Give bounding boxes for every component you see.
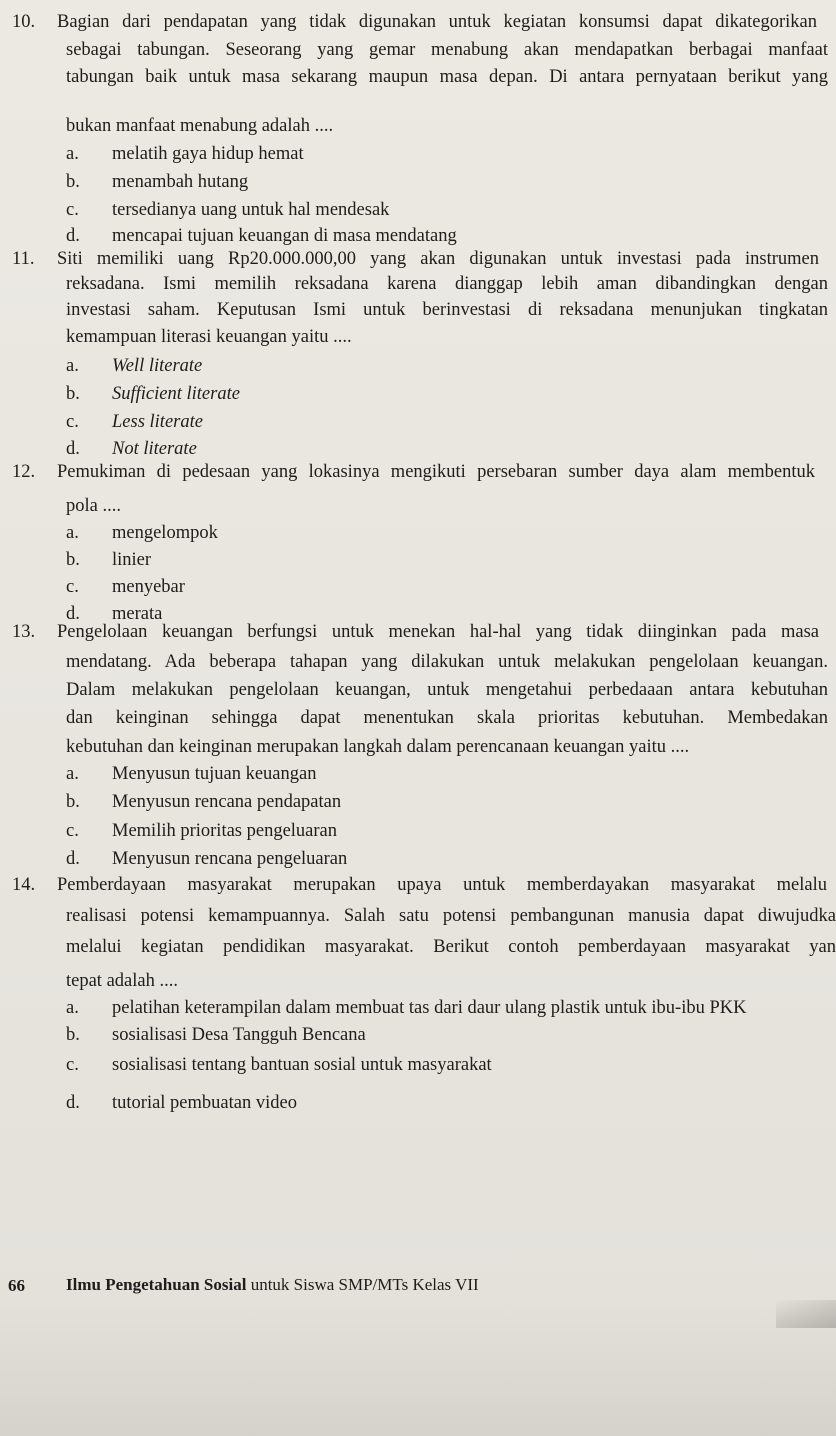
question-13-line-1: 13. Pengelolaan keuangan berfungsi untuk menekan hal-hal yang tidak diinginkan pada masa [12,622,819,642]
question-12-line-2: pola .... [66,496,121,516]
page-shadow [0,1300,836,1436]
question-11-line-1: 11. Siti memiliki uang Rp20.000.000,00 yang akan digunakan untuk investasi pada instrumen [12,249,819,269]
book-title: Ilmu Pengetahuan Sosial untuk Siswa SMP/MTs Kelas VII [66,1275,479,1294]
question-14-line-3: melalui kegiatan pendidikan masyarakat. Berikut contoh pemberdayaan masyarakat yan [66,937,836,957]
question-14-option-d: d. tutorial pembuatan video [66,1093,297,1113]
question-14-option-b: b. sosialisasi Desa Tangguh Bencana [66,1025,366,1045]
question-number: 10. [12,12,36,32]
question-12-option-d: d. merata [66,604,163,624]
question-14-line-4: tepat adalah .... [66,971,178,991]
question-10-option-c: c. tersedianya uang untuk hal mendesak [66,200,390,220]
question-10-line-1: 10. Bagian dari pendapatan yang tidak digunakan untuk kegiatan konsumsi dapat dikategorikan [12,12,817,32]
question-12-option-a: a. mengelompok [66,523,218,543]
question-number: 11. [12,249,35,269]
question-13-line-5: kebutuhan dan keinginan merupakan langkah dalam perencanaan keuangan yaitu .... [66,737,690,757]
question-11-line-4: kemampuan literasi keuangan yaitu .... [66,327,352,347]
question-11-option-d: d. Not literate [66,439,197,459]
question-10-option-b: b. menambah hutang [66,172,249,192]
page-number: 66 [8,1276,25,1295]
question-11-option-c: c. Less literate [66,412,203,432]
question-12-option-c: c. menyebar [66,577,185,597]
question-13-line-4: dan keinginan sehingga dapat menentukan skala prioritas kebutuhan. Membedakan [66,708,828,728]
question-13-option-b: b. Menyusun rencana pendapatan [66,792,342,812]
question-number: 12. [12,462,36,482]
question-14-line-1: 14. Pemberdayaan masyarakat merupakan upaya untuk memberdayakan masyarakat melalu [12,875,827,895]
question-14-line-2: realisasi potensi kemampuannya. Salah satu potensi pembangunan manusia dapat diwujudka [66,906,836,926]
question-13-line-2: mendatang. Ada beberapa tahapan yang dilakukan untuk melakukan pengelolaan keuangan. [66,652,828,672]
question-11-line-2: reksadana. Ismi memilih reksadana karena dianggap lebih aman dibandingkan dengan [66,274,828,294]
question-number: 14. [12,875,36,895]
question-14-option-a: a. pelatihan keterampilan dalam membuat tas dari daur ulang plastik untuk ibu-ibu PKK [66,998,747,1018]
question-11-option-b: b. Sufficient literate [66,384,240,404]
question-10-line-4: bukan manfaat menabung adalah .... [66,116,334,136]
question-13-line-3: Dalam melakukan pengelolaan keuangan, untuk mengetahui perbedaaan antara kebutuhan [66,680,828,700]
question-13-option-a: a. Menyusun tujuan keuangan [66,764,317,784]
question-13-option-d: d. Menyusun rencana pengeluaran [66,849,348,869]
question-11-option-a: a. Well literate [66,356,203,376]
question-number: 13. [12,622,36,642]
question-12-line-1: 12. Pemukiman di pedesaan yang lokasinya mengikuti persebaran sumber daya alam membentuk [12,462,815,482]
question-14-option-c: c. sosialisasi tentang bantuan sosial untuk masyarakat [66,1055,492,1075]
question-13-option-c: c. Memilih prioritas pengeluaran [66,821,338,841]
question-10-option-d: d. mencapai tujuan keuangan di masa mendatang [66,226,457,246]
page-corner [776,1300,836,1328]
question-10-line-3: tabungan baik untuk masa sekarang maupun masa depan. Di antara pernyataan berikut yang [66,67,828,87]
question-12-option-b: b. linier [66,550,152,570]
question-11-line-3: investasi saham. Keputusan Ismi untuk berinvestasi di reksadana menunjukan tingkatan [66,300,828,320]
question-10-option-a: a. melatih gaya hidup hemat [66,144,304,164]
question-10-line-2: sebagai tabungan. Seseorang yang gemar menabung akan mendapatkan berbagai manfaat [66,40,828,60]
